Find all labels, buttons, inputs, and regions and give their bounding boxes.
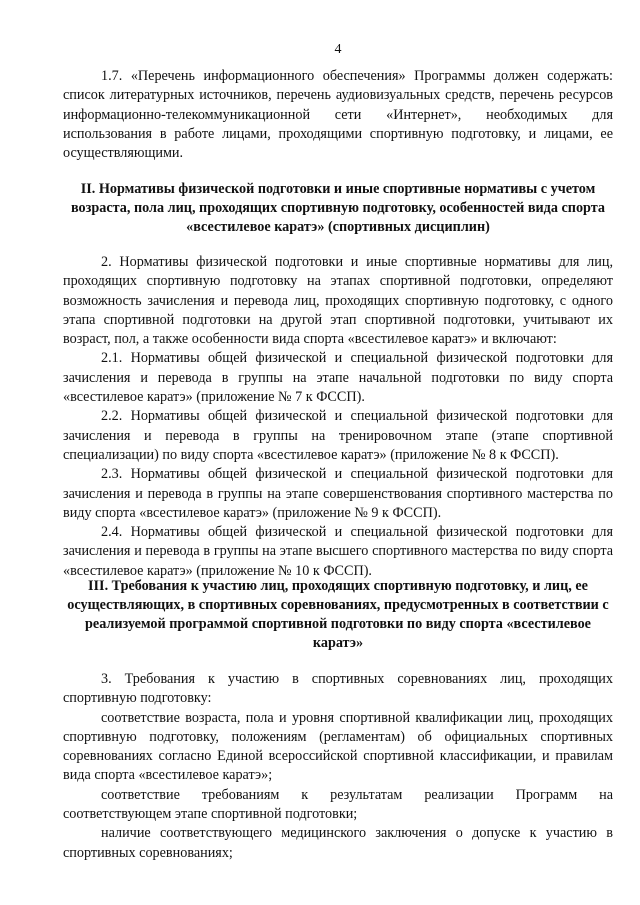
paragraph-2: 2. Нормативы физической подготовки и иные спортивные нормативы для лиц, проходящих спортивную подготовку на этапах спортивной подготовки, определяют возможность зачисления и перевода лиц, проходящих спортивную подготовку, с одного этапа спортивной подготовки на другой этап спортивной подготовки, учитывают их возраст, пол, а также особенности вида спорта «всестилевое каратэ» и включают: <box>63 254 613 348</box>
paragraph-2-1: 2.1. Нормативы общей физической и специальной физической подготовки для зачисления и перевода в группы на этапе начальной подготовки по виду спорта «всестилевое каратэ» (приложение № 7 к ФССП). <box>63 350 613 406</box>
paragraph-2-3: 2.3. Нормативы общей физической и специальной физической подготовки для зачисления и перевода в группы на этапе совершенствования спортивного мастерства по виду спорта «всестилевое каратэ» (приложение № 9 к ФССП). <box>63 466 613 521</box>
paragraph-2-2: 2.2. Нормативы общей физической и специальной физической подготовки для зачисления и перевода в группы на тренировочном этапе (этапе спортивной специализации) по виду спорта «всестилевое каратэ» (приложение № 8 к ФССП). <box>63 408 613 463</box>
section-heading-3: III. Требования к участию лиц, проходящих спортивную подготовку, и лиц, ее осуществляющих, в спортивных соревнованиях, предусмотренных в соответствии с реализуемой программой спортивной подготовки по виду спорта «всестилевое каратэ» <box>67 578 609 651</box>
section-3-body <box>63 670 613 863</box>
requirement-program-results: соответствие требованиям к результатам реализации Программ на соответствующем этапе спортивной подготовки; <box>63 786 613 823</box>
requirement-medical-certificate: наличие соответствующего медицинского заключения о допуске к участию в спортивных соревнованиях; <box>63 825 613 861</box>
requirement-age-gender-level: соответствие возраста, пола и уровня спортивной квалификации лиц, проходящих спортивную подготовку, положениям (регламентам) об официальных спортивных соревнованиях согласно Единой всероссийской спортивной классификации, и правилам вида спорта «всестилевое каратэ»; <box>63 709 613 784</box>
section-2-body <box>63 253 613 581</box>
section-heading-2: II. Нормативы физической подготовки и иные спортивные нормативы с учетом возраста, пола лиц, проходящих спортивную подготовку, особенностей вида спорта «всестилевое каратэ» (спортивных дисциплин) <box>70 181 605 235</box>
paragraph-3: 3. Требования к участию в спортивных соревнованиях лиц, проходящих спортивную подготовку: <box>63 671 613 707</box>
paragraph-1-7: 1.7. «Перечень информационного обеспечения» Программы должен содержать: список литературных источников, перечень аудиовизуальных средств, перечень ресурсов информационно-телекоммуникационной сети «Интернет», необходимых для использования в работе лицами, проходящими спортивную подготовку, и лицами, ее осуществляющими. <box>63 68 613 162</box>
paragraph-2-4: 2.4. Нормативы общей физической и специальной физической подготовки для зачисления и перевода в группы на этапе высшего спортивного мастерства по виду спорта «всестилевое каратэ» (приложение № 10 к ФССП). <box>63 524 613 579</box>
page-number: 4 <box>334 42 342 57</box>
